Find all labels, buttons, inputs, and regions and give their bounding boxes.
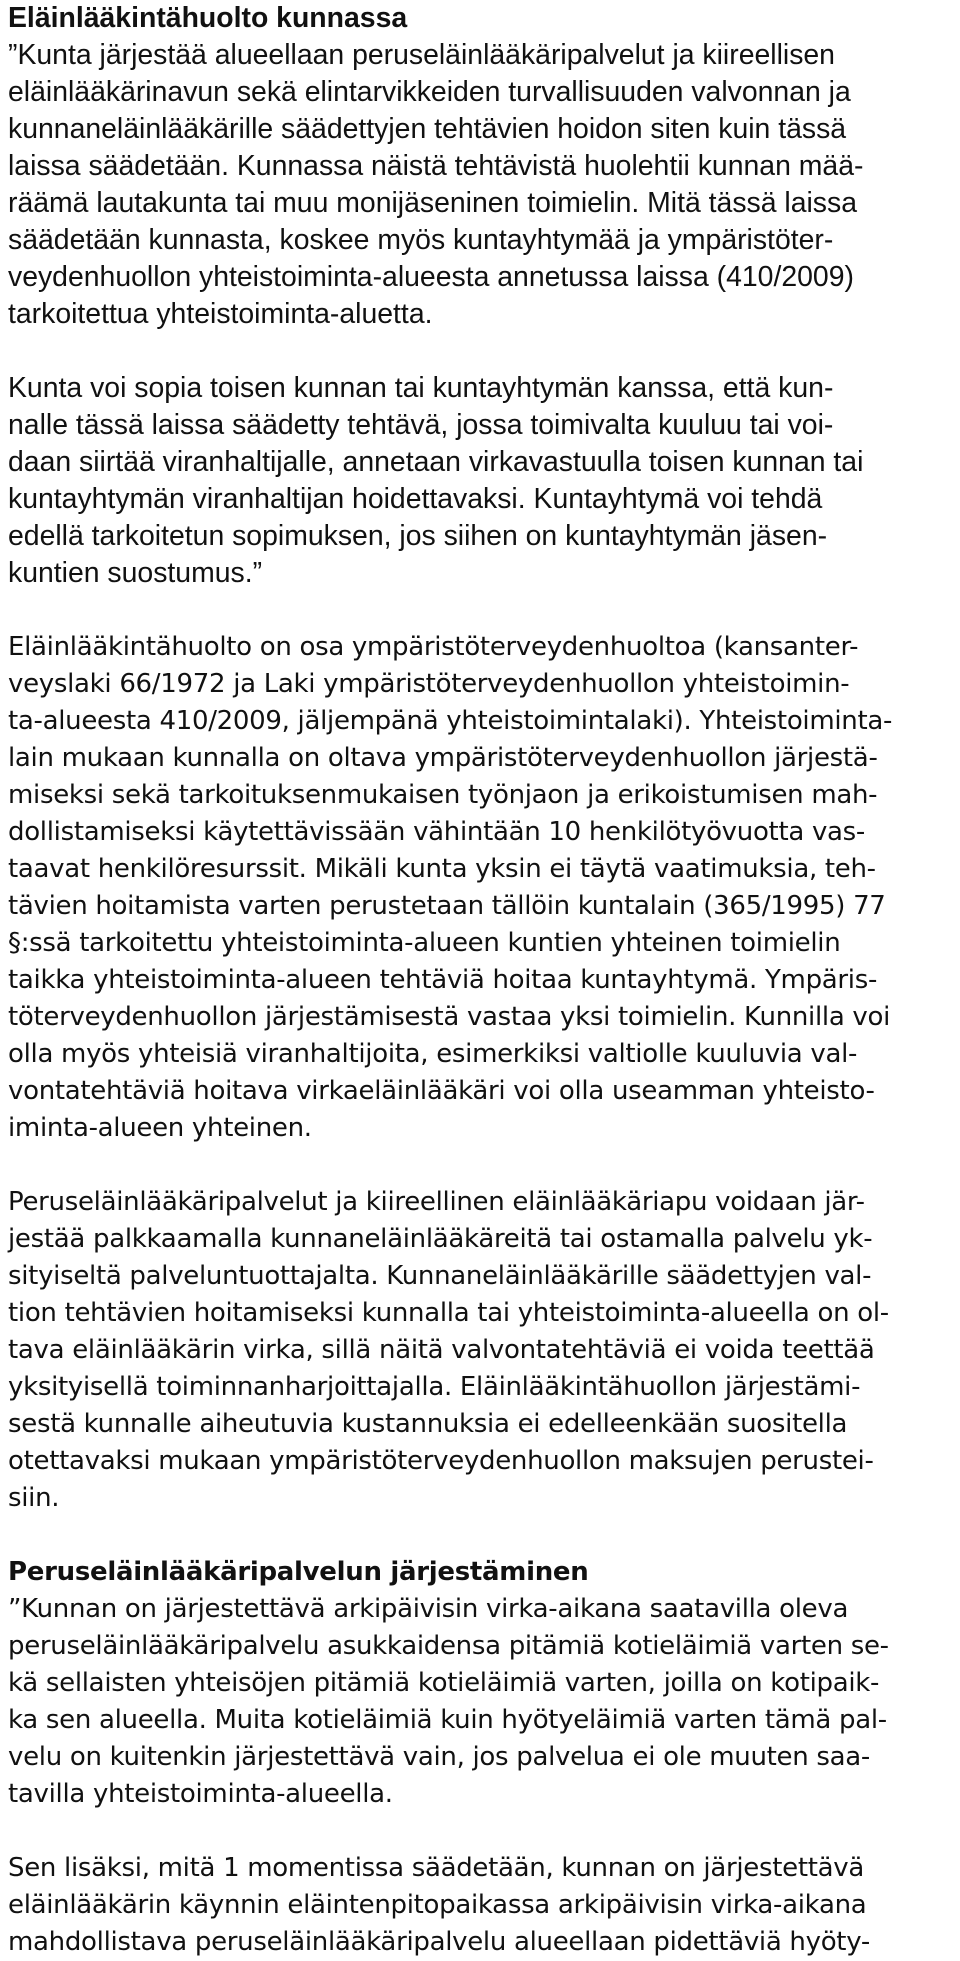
- text-line: miseksi sekä tarkoituksenmukaisen työnjaon ja erikoistumisen mah-: [8, 780, 878, 810]
- text-line: kunnaneläinlääkärille säädettyjen tehtävien hoidon siten kuin tässä: [8, 113, 847, 145]
- section-heading-basic-vet-service: Peruseläinlääkäripalvelun järjestäminen: [8, 1557, 589, 1587]
- text-line: mahdollistava peruseläinlääkäripalvelu alueellaan pidettäviä hyöty-: [8, 1927, 870, 1957]
- text-line: jestää palkkaamalla kunnaneläinlääkäreitä tai ostamalla palvelu yk-: [8, 1224, 873, 1254]
- text-line: lain mukaan kunnalla on oltava ympäristöterveydenhuollon järjestä-: [8, 743, 878, 773]
- text-line: tava eläinlääkärin virka, sillä näitä valvontatehtäviä ei voida teettää: [8, 1335, 875, 1365]
- text-line: Sen lisäksi, mitä 1 momentissa säädetään, kunnan on järjestettävä: [8, 1853, 864, 1883]
- text-line: sestä kunnalle aiheutuvia kustannuksia ei edelleenkään suositella: [8, 1409, 848, 1439]
- text-line: edellä tarkoitetun sopimuksen, jos siihen on kuntayhtymän jäsen-: [8, 520, 828, 552]
- text-line: kuntien suostumus.”: [8, 557, 263, 589]
- quote-paragraph-1: [8, 37, 928, 333]
- section-heading-animal-health: Eläinlääkintähuolto kunnassa: [8, 2, 408, 34]
- text-line: tavilla yhteistoiminta-alueella.: [8, 1779, 393, 1809]
- text-line: säädetään kunnasta, koskee myös kuntayhtymää ja ympäristöter-: [8, 224, 834, 256]
- quote-paragraph-2: [8, 370, 928, 592]
- text-line: veydenhuollon yhteistoiminta-alueesta annetussa laissa (410/2009): [8, 261, 854, 293]
- text-line: tion tehtävien hoitamiseksi kunnalla tai yhteistoiminta-alueella on ol-: [8, 1298, 889, 1328]
- text-line: veyslaki 66/1972 ja Laki ympäristöterveydenhuollon yhteistoimin-: [8, 669, 850, 699]
- text-line: siin.: [8, 1483, 60, 1513]
- text-line: laissa säädetään. Kunnassa näistä tehtävistä huolehtii kunnan mää-: [8, 150, 864, 182]
- quote-paragraph-5: [8, 1591, 928, 1813]
- text-line: olla myös yhteisiä viranhaltijoita, esimerkiksi valtiolle kuuluvia val-: [8, 1039, 858, 1069]
- text-line: Kunta voi sopia toisen kunnan tai kuntayhtymän kanssa, että kun-: [8, 372, 834, 404]
- text-line: velu on kuitenkin järjestettävä vain, jos palvelua ei ole muuten saa-: [8, 1742, 870, 1772]
- text-line: tarkoitettua yhteistoiminta-aluetta.: [8, 298, 433, 330]
- text-line: ta-alueesta 410/2009, jäljempänä yhteistoimintalaki). Yhteistoiminta-: [8, 706, 893, 736]
- text-line: eläinlääkärinavun sekä elintarvikkeiden turvallisuuden valvonnan ja: [8, 76, 851, 108]
- text-line: räämä lautakunta tai muu monijäseninen toimielin. Mitä tässä laissa: [8, 187, 857, 219]
- text-line: kuntayhtymän viranhaltijan hoidettavaksi. Kuntayhtymä voi tehdä: [8, 483, 823, 515]
- text-line: taavat henkilöresurssit. Mikäli kunta yksin ei täytä vaatimuksia, teh-: [8, 854, 876, 884]
- text-line: eläinlääkärin käynnin eläintenpitopaikassa arkipäivisin virka-aikana: [8, 1890, 867, 1920]
- text-line: Peruseläinlääkäripalvelut ja kiireellinen eläinlääkäriapu voidaan jär-: [8, 1187, 865, 1217]
- text-line: nalle tässä laissa säädetty tehtävä, jossa toimivalta kuuluu tai voi-: [8, 409, 834, 441]
- text-line: kä sellaisten yhteisöjen pitämiä kotieläimiä varten, joilla on kotipaik-: [8, 1668, 880, 1698]
- text-line: peruseläinlääkäripalvelu asukkaidensa pitämiä kotieläimiä varten se-: [8, 1631, 889, 1661]
- text-line: sityiseltä palveluntuottajalta. Kunnaneläinlääkärille säädettyjen val-: [8, 1261, 872, 1291]
- text-line: otettavaksi mukaan ympäristöterveydenhuollon maksujen perustei-: [8, 1446, 874, 1476]
- text-line: taikka yhteistoiminta-alueen tehtäviä hoitaa kuntayhtymä. Ympäris-: [8, 965, 878, 995]
- body-paragraph-6: [8, 1850, 928, 1961]
- text-line: ka sen alueella. Muita kotieläimiä kuin hyötyeläimiä varten tämä pal-: [8, 1705, 887, 1735]
- text-line: töterveydenhuollon järjestämisestä vastaa yksi toimielin. Kunnilla voi: [8, 1002, 891, 1032]
- body-paragraph-4: [8, 1184, 928, 1517]
- text-line: vontatehtäviä hoitava virkaeläinlääkäri voi olla useamman yhteisto-: [8, 1076, 875, 1106]
- text-line: §:ssä tarkoitettu yhteistoiminta-alueen kuntien yhteinen toimielin: [8, 928, 841, 958]
- text-line: dollistamiseksi käytettävissään vähintään 10 henkilötyövuotta vas-: [8, 817, 865, 847]
- text-line: yksityisellä toiminnanharjoittajalla. Eläinlääkintähuollon järjestämi-: [8, 1372, 861, 1402]
- text-line: daan siirtää viranhaltijalle, annetaan virkavastuulla toisen kunnan tai: [8, 446, 864, 478]
- text-line: tävien hoitamista varten perustetaan tällöin kuntalain (365/1995) 77: [8, 891, 886, 921]
- text-line: ”Kunta järjestää alueellaan peruseläinlääkäripalvelut ja kiireellisen: [8, 39, 835, 71]
- text-line: Eläinlääkintähuolto on osa ympäristöterveydenhuoltoa (kansanter-: [8, 632, 859, 662]
- body-paragraph-3: [8, 629, 928, 1147]
- text-line: ”Kunnan on järjestettävä arkipäivisin virka-aikana saatavilla oleva: [8, 1594, 849, 1624]
- text-line: iminta-alueen yhteinen.: [8, 1113, 312, 1143]
